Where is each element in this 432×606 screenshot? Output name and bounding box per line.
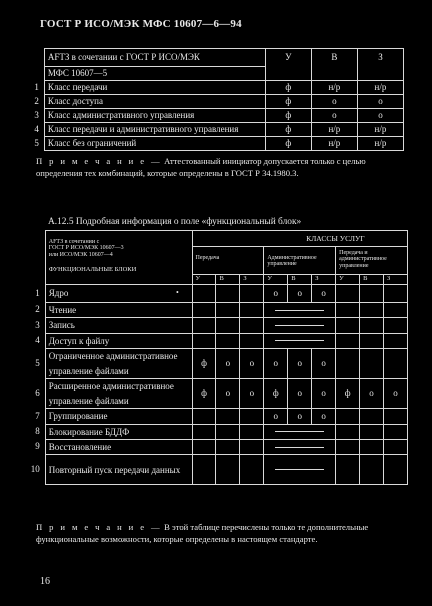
- class-cell: [336, 349, 360, 379]
- row-number: 4: [34, 123, 39, 134]
- class-cell: [360, 285, 384, 303]
- row-number: 7: [35, 410, 40, 421]
- class-cell: о: [216, 379, 240, 409]
- row-label-text: Расширенное административное управление файлами: [48, 381, 174, 406]
- t2-col-letter: З: [384, 275, 408, 285]
- row-label: [45, 349, 192, 379]
- empty-num: [26, 49, 44, 67]
- class-cell-dash: [264, 318, 336, 333]
- class-cell: [240, 439, 264, 454]
- class-cell: [336, 439, 360, 454]
- class-cell: [384, 303, 408, 318]
- class-cell: о: [312, 379, 336, 409]
- row-label: [45, 333, 192, 348]
- class-cell: о: [264, 285, 288, 303]
- note-2-prefix: П р и м е ч а н и е —: [36, 522, 162, 532]
- t1-col-u: У: [265, 49, 311, 67]
- class-cell: [360, 318, 384, 333]
- note-2: [36, 522, 406, 545]
- t2-classes-title: КЛАССЫ УСЛУГ: [264, 231, 408, 247]
- row-number: 2: [34, 95, 39, 106]
- t2-corner-bottom: ФУНКЦИОНАЛЬНЫЕ БЛОКИ: [48, 265, 137, 273]
- class-cell: [216, 439, 240, 454]
- class-cell: [384, 424, 408, 439]
- class-cell: [216, 303, 240, 318]
- t1-empty: [265, 67, 311, 81]
- table-row: [26, 333, 408, 348]
- t1-header-label: [44, 49, 265, 67]
- class-cell: [336, 455, 360, 485]
- t1-empty: [311, 67, 357, 81]
- t2-corner: [45, 231, 192, 285]
- class-cell: [336, 285, 360, 303]
- cell-u: ф: [265, 81, 311, 95]
- row-label: Класс доступа: [44, 95, 265, 109]
- cell-v: н/р: [311, 81, 357, 95]
- row-number: 9: [35, 441, 40, 452]
- class-cell: о: [384, 379, 408, 409]
- row-number: 5: [34, 137, 39, 148]
- page-header: ГОСТ Р ИСО/МЭК МФС 10607—6—94: [40, 18, 242, 30]
- table-row: [26, 318, 408, 333]
- class-cell: [216, 333, 240, 348]
- class-cell: [384, 349, 408, 379]
- row-number: 6: [35, 387, 40, 398]
- bullet-mark: •: [176, 287, 179, 297]
- t2-col-letter: В: [288, 275, 312, 285]
- class-cell: [360, 455, 384, 485]
- class-cell-dash: [264, 303, 336, 318]
- class-cell-dash: [264, 333, 336, 348]
- row-number: 4: [35, 335, 40, 346]
- t1-empty: [357, 67, 403, 81]
- class-cell: [240, 318, 264, 333]
- class-cell-dash: [264, 439, 336, 454]
- t1-header-line: AFTЗ в сочетании с ГОСТ Р ИСО/МЭК: [47, 51, 200, 62]
- row-label: Класс передачи и административного управления: [44, 123, 265, 137]
- class-cell: [192, 333, 216, 348]
- row-number: 10: [30, 464, 40, 475]
- class-cell: [192, 303, 216, 318]
- class-cell: [336, 333, 360, 348]
- table-row: [26, 81, 404, 95]
- class-cell: о: [288, 379, 312, 409]
- class-cell: о: [264, 349, 288, 379]
- t2-col-letter: У: [264, 275, 288, 285]
- table-row: [26, 409, 408, 424]
- class-cell: [360, 333, 384, 348]
- class-cell: о: [216, 349, 240, 379]
- class-cell: [336, 409, 360, 424]
- cell-z: о: [357, 95, 403, 109]
- class-cell: о: [312, 409, 336, 424]
- class-cell: [360, 439, 384, 454]
- row-label-text: Восстановление: [48, 441, 112, 452]
- class-cell: [216, 424, 240, 439]
- row-number: 3: [35, 319, 40, 330]
- class-cell: [240, 424, 264, 439]
- note-1-text: Аттестованный инициатор допускается только с целью определения тех комбинаций, которые определены в ГОСТ Р 34.1980.3.: [36, 156, 366, 178]
- class-cell: [192, 409, 216, 424]
- row-label: [45, 318, 192, 333]
- class-cell: [384, 439, 408, 454]
- class-cell: [240, 333, 264, 348]
- cell-v: н/р: [311, 123, 357, 137]
- t2-spacer: [192, 231, 264, 247]
- row-label-text: Ядро: [48, 288, 69, 299]
- note-1-prefix: П р и м е ч а н и е —: [36, 156, 162, 166]
- cell-z: о: [357, 109, 403, 123]
- t2-col-letter: У: [336, 275, 360, 285]
- class-cell: ф: [264, 379, 288, 409]
- t2-col-letter: У: [192, 275, 216, 285]
- cell-z: н/р: [357, 123, 403, 137]
- row-label-text: Ограниченное административное управление файлами: [48, 351, 178, 376]
- class-cell: [192, 318, 216, 333]
- t2-group-3: Передача и административное управление: [336, 247, 408, 275]
- class-cell: [192, 439, 216, 454]
- class-cell: [360, 424, 384, 439]
- page-number: 16: [40, 576, 50, 587]
- t2-col-letter: З: [240, 275, 264, 285]
- class-cell: [192, 424, 216, 439]
- class-cell: [240, 303, 264, 318]
- cell-v: о: [311, 109, 357, 123]
- class-cell: ф: [192, 349, 216, 379]
- table-2: [26, 230, 408, 485]
- t2-col-letter: З: [312, 275, 336, 285]
- table-row: [26, 95, 404, 109]
- t1-col-v: В: [311, 49, 357, 67]
- class-cell: о: [240, 379, 264, 409]
- class-cell: [240, 455, 264, 485]
- t2-col-letter: В: [216, 275, 240, 285]
- class-cell: [336, 424, 360, 439]
- row-label: Класс без ограничений: [44, 137, 265, 151]
- row-number: 2: [35, 304, 40, 315]
- table-row: [26, 285, 408, 303]
- table-row: [26, 439, 408, 454]
- note-2-text: В этой таблице перечислены только те дополнительные функциональные возможности, которые определены в настоящем стандарте.: [36, 522, 369, 544]
- table-row: [26, 424, 408, 439]
- class-cell: о: [312, 349, 336, 379]
- t1-col-z: З: [357, 49, 403, 67]
- note-1: [36, 156, 406, 179]
- class-cell: о: [360, 379, 384, 409]
- row-label: Класс передачи: [44, 81, 265, 95]
- t2-corner-line: AFTЗ в сочетании с: [48, 239, 100, 245]
- table-row: [26, 455, 408, 485]
- t2-corner-line: или ИСО/МЭК 10607—4: [48, 251, 113, 258]
- row-label: [45, 409, 192, 424]
- class-cell: [360, 349, 384, 379]
- class-cell: [240, 409, 264, 424]
- class-cell: [192, 455, 216, 485]
- section-title: А.12.5 Подробная информация о поле «функциональный блок»: [48, 217, 302, 227]
- class-cell: [384, 318, 408, 333]
- row-number: 8: [35, 426, 40, 437]
- row-label-text: Блокирование БДДФ: [48, 426, 130, 437]
- t2-group-1: Передача: [192, 247, 264, 275]
- class-cell: [360, 409, 384, 424]
- table-row: [26, 123, 404, 137]
- class-cell: [360, 303, 384, 318]
- class-cell: о: [288, 285, 312, 303]
- class-cell: [216, 455, 240, 485]
- dash-line: [275, 310, 324, 311]
- row-number: 1: [34, 81, 39, 92]
- row-label: [45, 455, 192, 485]
- class-cell: [216, 409, 240, 424]
- empty-num: [26, 67, 44, 81]
- cell-u: ф: [265, 95, 311, 109]
- cell-u: ф: [265, 109, 311, 123]
- class-cell: [336, 303, 360, 318]
- row-label-text: Доступ к файлу: [48, 335, 110, 346]
- cell-z: н/р: [357, 137, 403, 151]
- cell-v: н/р: [311, 137, 357, 151]
- t2-group-2: Административное управление: [264, 247, 336, 275]
- row-number: 5: [35, 357, 40, 368]
- class-cell: [336, 318, 360, 333]
- row-label-text: Группирование: [48, 411, 108, 422]
- row-number: 1: [35, 287, 40, 298]
- dash-line: [275, 447, 324, 448]
- class-cell: о: [288, 349, 312, 379]
- t2-col-letter: В: [360, 275, 384, 285]
- t2-corner-line: ГОСТ Р ИСО/МЭК 10607—3: [48, 245, 124, 252]
- t1-header-line: МФС 10607—5: [44, 67, 265, 81]
- class-cell: ф: [336, 379, 360, 409]
- class-cell: ф: [192, 379, 216, 409]
- row-label-text: Повторный пуск передачи данных: [48, 464, 181, 475]
- class-cell: [384, 333, 408, 348]
- row-label: [45, 285, 192, 303]
- empty-num: [26, 231, 45, 285]
- class-cell: [216, 285, 240, 303]
- dash-line: [275, 325, 324, 326]
- row-label-text: Запись: [48, 320, 75, 331]
- class-cell: [384, 409, 408, 424]
- cell-u: ф: [265, 123, 311, 137]
- table-1: [26, 48, 404, 151]
- row-label: Класс административного управления: [44, 109, 265, 123]
- class-cell: [216, 318, 240, 333]
- table-row: [26, 349, 408, 379]
- table-row: [26, 303, 408, 318]
- class-cell: [384, 285, 408, 303]
- class-cell: [384, 455, 408, 485]
- class-cell: [192, 285, 216, 303]
- row-label: [45, 379, 192, 409]
- table-row: [26, 379, 408, 409]
- class-cell: о: [312, 285, 336, 303]
- class-cell-dash: [264, 424, 336, 439]
- cell-z: н/р: [357, 81, 403, 95]
- row-label-text: Чтение: [48, 305, 77, 315]
- row-number: 3: [34, 109, 39, 120]
- dash-line: [275, 469, 324, 470]
- class-cell: о: [240, 349, 264, 379]
- dash-line: [275, 431, 324, 432]
- row-label: [45, 303, 192, 318]
- class-cell: [240, 285, 264, 303]
- table-row: [26, 109, 404, 123]
- class-cell: о: [264, 409, 288, 424]
- class-cell-dash: [264, 455, 336, 485]
- row-label: [45, 424, 192, 439]
- class-cell: о: [288, 409, 312, 424]
- row-label: [45, 439, 192, 454]
- dash-line: [275, 340, 324, 341]
- table-row: [26, 137, 404, 151]
- cell-u: ф: [265, 137, 311, 151]
- cell-v: о: [311, 95, 357, 109]
